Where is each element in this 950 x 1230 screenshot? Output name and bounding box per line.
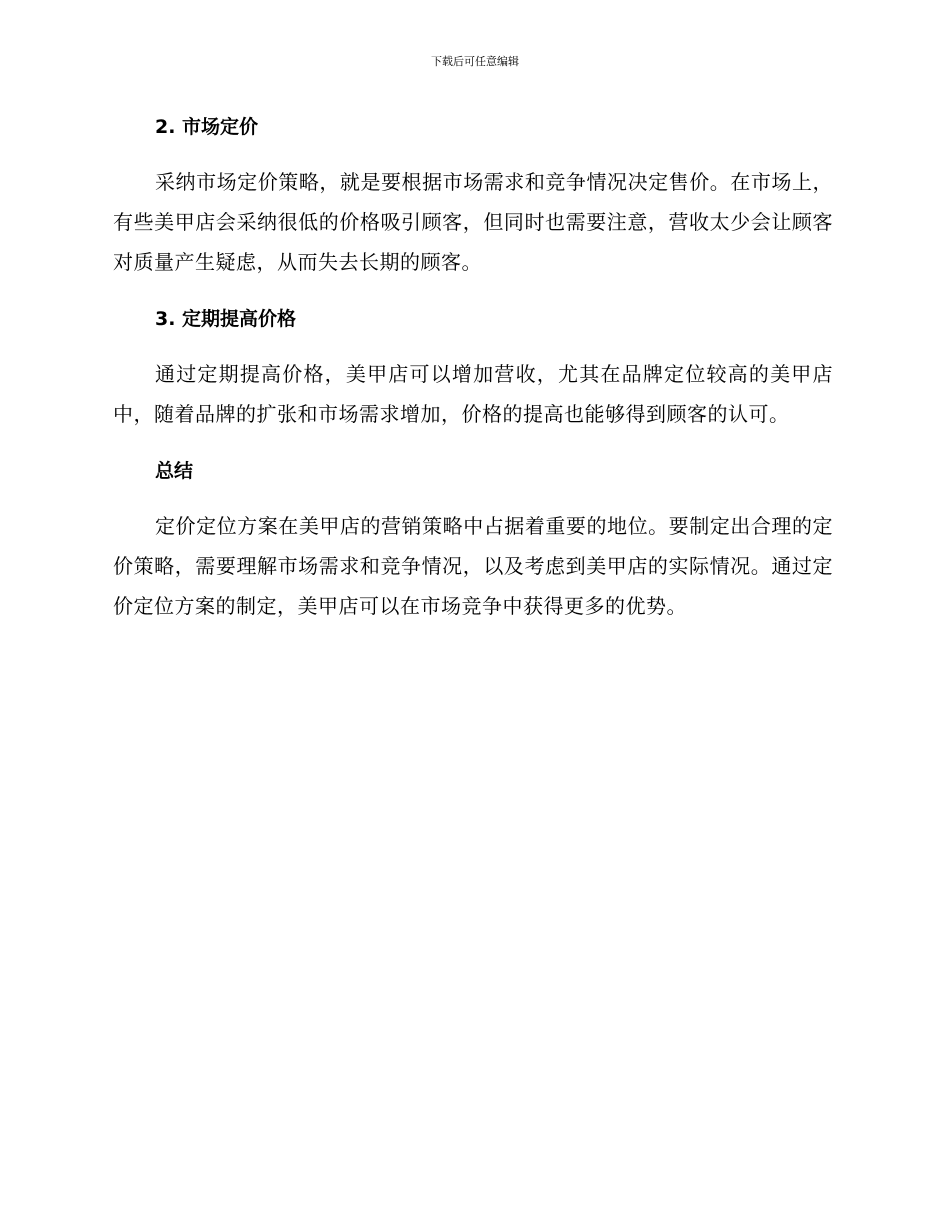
document-body [113, 110, 833, 626]
section-heading-periodic-price-increase: 3. 定期提高价格 [155, 308, 297, 330]
section-heading-market-pricing: 2. 市场定价 [155, 116, 259, 138]
section-paragraph-market-pricing: 采纳市场定价策略，就是要根据市场需求和竞争情况决定售价。在市场上，有些美甲店会采纳很低的价格吸引顾客，但同时也需要注意，营收太少会让顾客对质量产生疑虑，从而失去长期的顾客。 [113, 170, 833, 274]
header-note: 下载后可任意编辑 [431, 55, 519, 68]
section-paragraph-periodic-price-increase: 通过定期提高价格，美甲店可以增加营收，尤其在品牌定位较高的美甲店中，随着品牌的扩张和市场需求增加，价格的提高也能够得到顾客的认可。 [113, 362, 833, 426]
section-paragraph-summary: 定价定位方案在美甲店的营销策略中占据着重要的地位。要制定出合理的定价策略，需要理解市场需求和竞争情况，以及考虑到美甲店的实际情况。通过定价定位方案的制定，美甲店可以在市场竞争中获得更多的优势。 [113, 514, 833, 618]
section-heading-summary: 总结 [155, 460, 194, 482]
